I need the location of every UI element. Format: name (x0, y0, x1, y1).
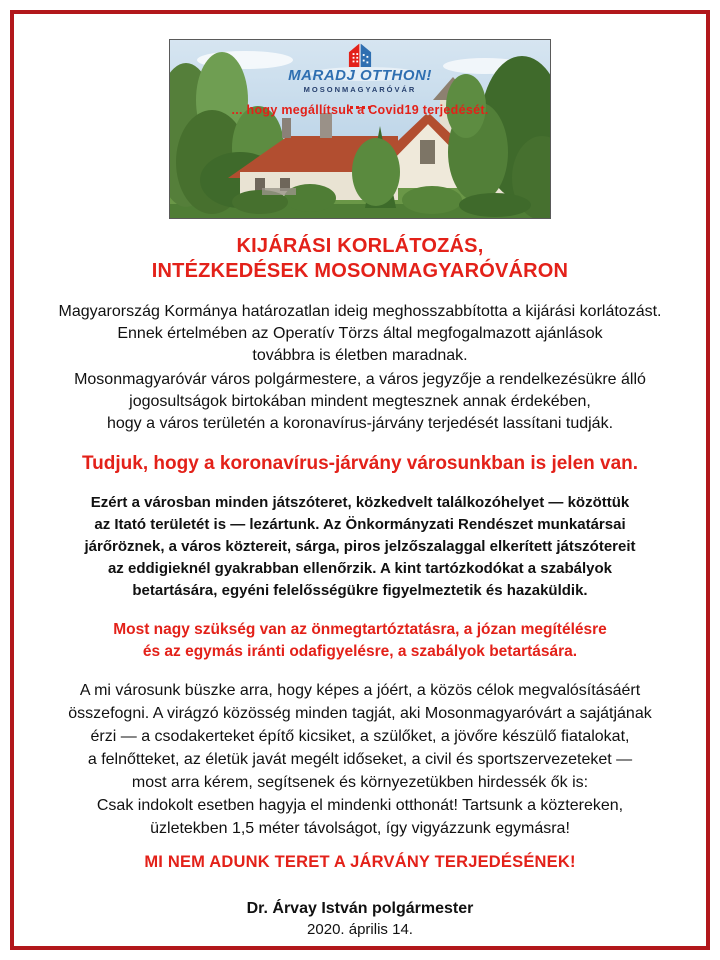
logo-dots-separator (170, 97, 550, 100)
statement-no-spread: MI NEM ADUNK TERET A JÁRVÁNY TERJEDÉSÉNEK! (144, 853, 576, 871)
paragraph-government-extension: Magyarország Kormánya határozatlan ideig meghosszabbította a kijárási korlátozást. Ennek értelmében az Operatív Törzs által megfogalmazott ajánlások továbbra is életben maradnak. (58, 303, 662, 364)
flyer-page (10, 10, 710, 950)
logo-tagline: ... hogy megállítsuk a Covid19 terjedését. (231, 102, 489, 117)
signature-date: 2020. április 14. (307, 921, 413, 938)
signature-block (14, 898, 706, 940)
page-title-line2: INTÉZKEDÉSEK MOSONMAGYARÓVÁRON (151, 260, 569, 282)
page-title-line1: KIJÁRÁSI KORLÁTOZÁS, (236, 235, 484, 257)
signature-name: Dr. Árvay István polgármester (246, 900, 474, 917)
logo-title: MARADJ OTTHON! (288, 67, 432, 84)
page-title (14, 234, 706, 284)
paragraph-community-appeal: A mi városunk büszke arra, hogy képes a jóért, a közös célok megvalósításáért összefogni. A virágzó közösség minden tagját, aki Mosonmagyaróvárt a sajátjának érzi — a csodakerteket építő kicsiket, a szülőket, a jövőre készülő fiatalokat, a felnőtteket, az életük javát megélt időseket, a civil és sportszervezeteket — most arra kérem, segítsenek és környezetükben hirdessék ők is: Csak indokolt esetben hagyja el mindenki otthonát! Tartsunk a köztereken, üzletekben 1,5 méter távolságot, így vigyázzunk egymásra! (68, 682, 652, 837)
paragraph-closures: Ezért a városban minden játszóteret, közkedvelt találkozóhelyet — közöttük az Itató területét is — lezártunk. Az Önkormányzati Rendészet munkatársai járőröznek, a város köztereit, sárga, piros jelzőszalaggal elkerített játszótereit az eddigieknél gyakrabban ellenőrzik. A kint tartózkodókat a szabályok betartására, egyéni felelősségükre figyelmeztetik és hazaküldik. (84, 494, 636, 599)
statement-virus-present: Tudjuk, hogy a koronavírus-járvány városunkban is jelen van. (81, 453, 639, 474)
maradj-otthon-house-icon (348, 43, 372, 67)
paragraph-mayor-measures: Mosonmagyaróvár város polgármestere, a város jegyzője a rendelkezésükre álló jogosultságok birtokában mindent megtesznek annak érdekében, hogy a város területén a koronavírus-járvány terjedését lassítani tudják. (74, 371, 646, 432)
hero-photo (169, 39, 551, 219)
statement-self-restraint: Most nagy szükség van az önmegtartóztatásra, a józan megítélésre és az egymás iránti odafigyelésre, a szabályok betartására. (113, 621, 607, 660)
logo-subtitle: MOSONMAGYARÓVÁR (303, 85, 417, 94)
maradj-otthon-logo (170, 43, 550, 116)
